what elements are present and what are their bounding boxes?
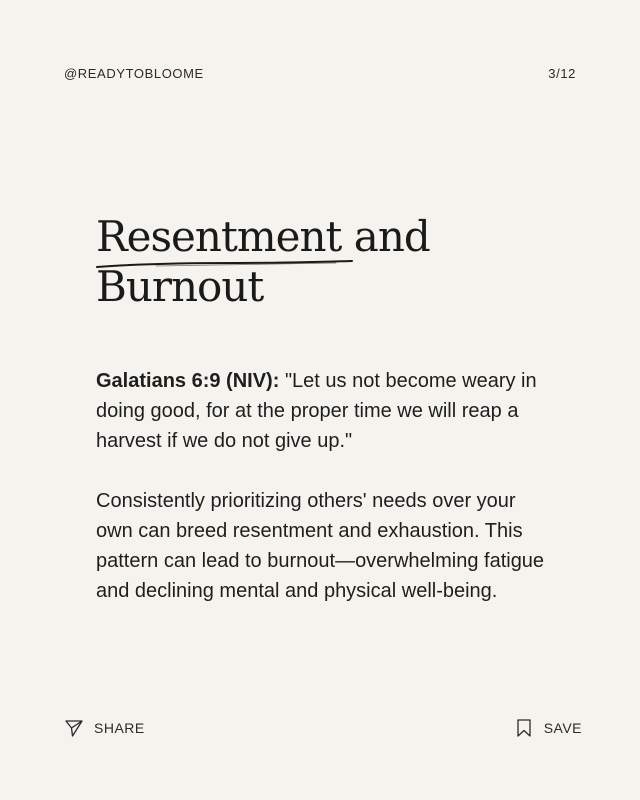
explanation-paragraph: Consistently prioritizing others' needs over your own can breed resentment and exhaustion. This pattern can lead to burnout—overwhelming fatigue and declining mental and physical well-being. [96, 490, 545, 602]
body-content [96, 366, 546, 606]
title-underline-stroke [96, 256, 356, 272]
send-icon [64, 718, 84, 738]
save-label: SAVE [543, 720, 582, 736]
share-label: SHARE [94, 720, 145, 736]
title-line-2: Burnout [96, 262, 264, 311]
verse-reference: Galatians 6:9 (NIV): [96, 370, 280, 392]
title-line-1: Resentment and [96, 212, 430, 261]
top-bar [64, 64, 576, 82]
bottom-bar [64, 716, 582, 740]
bookmark-icon [514, 718, 534, 738]
verse-paragraph [96, 366, 546, 456]
share-button[interactable] [64, 718, 145, 738]
page-indicator: 3/12 [548, 65, 576, 81]
save-button[interactable] [514, 718, 582, 738]
verse-text: "Let us not become weary in doing good, for at the proper time we will reap a harvest if we do not give up." [96, 370, 537, 452]
account-handle: @READYTOBLOOME [64, 65, 204, 81]
